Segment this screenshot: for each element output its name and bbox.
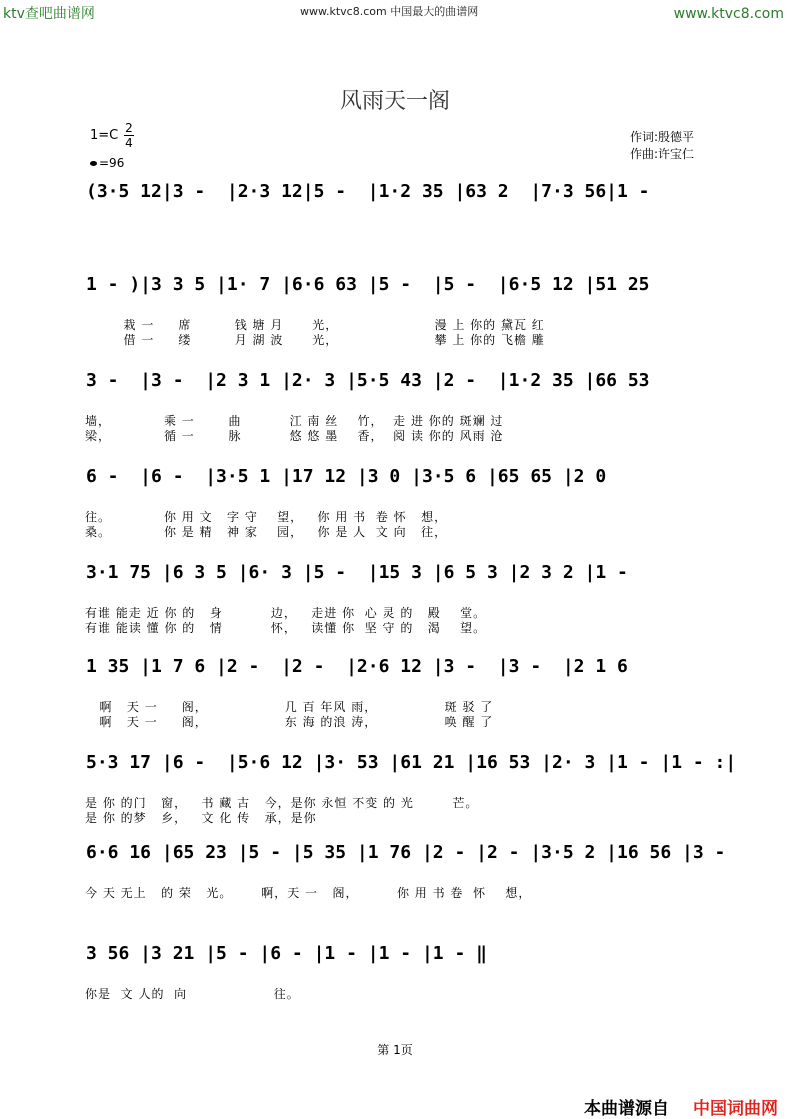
- lyric-line: 你是 文 人的 向 往。: [85, 987, 300, 1001]
- lyric-line: 桑。 你 是 精 神 家 园， 你 是 人 文 向 往，: [85, 525, 448, 539]
- score-line: [78, 175, 728, 211]
- composer-credit: 作曲:许宝仁: [630, 147, 695, 161]
- notation: 3 - |3 - |2 3 1 |2· 3 |5·5 43 |2 - |1·2 35 |66 53: [86, 370, 650, 391]
- footer-source: 本曲谱源自: [584, 1099, 669, 1119]
- lyric-line: 借 一 缕 月 湖 波 光， 攀 上 你的 飞檐 雕: [85, 333, 545, 347]
- lyric-line: 有谁 能走 近 你 的 身 边， 走进 你 心 灵 的 殿 堂。: [85, 606, 487, 620]
- score-line: [78, 836, 728, 872]
- key-signature: 1=C: [90, 128, 119, 143]
- score-line: [78, 746, 737, 782]
- time-top: 2: [125, 121, 133, 135]
- score-line: [78, 650, 728, 686]
- lyric-line: 往。 你 用 文 字 守 望， 你 用 书 卷 怀 想，: [85, 510, 448, 524]
- notation: 3 56 |3 21 |5 - |6 - |1 - |1 - |1 - ‖: [86, 943, 487, 964]
- lyricist-credit: 作词:殷德平: [630, 130, 695, 144]
- notation: 5·3 17 |6 - |5·6 12 |3· 53 |61 21 |16 53 |2· 3 |1 - |1 - :|: [86, 752, 737, 773]
- notation: (3·5 12|3 - |2·3 12|5 - |1·2 35 |63 2 |7·3 56|1 -: [86, 181, 650, 202]
- site-logo-left[interactable]: ktv查吧曲谱网: [3, 6, 95, 22]
- site-url-right[interactable]: www.ktvc8.com: [673, 6, 784, 22]
- lyric-line: 是 你 的门 窗， 书 藏 古 今，是你 永恒 不变 的 光 芒。: [85, 796, 479, 810]
- score-line: [78, 937, 728, 973]
- notation: 3·1 75 |6 3 5 |6· 3 |5 - |15 3 |6 5 3 |2 3 2 |1 -: [86, 562, 628, 583]
- song-title: 风雨天一阁: [339, 89, 450, 114]
- site-banner[interactable]: www.ktvc8.com 中国最大的曲谱网: [300, 5, 479, 18]
- notation: 1 35 |1 7 6 |2 - |2 - |2·6 12 |3 - |3 - |2 1 6: [86, 656, 628, 677]
- lyric-line: 今 天 无上 的 荣 光。 啊，天 一 阁， 你 用 书 卷 怀 想，: [85, 886, 532, 900]
- note-icon: [90, 161, 97, 166]
- tempo-mark: =96: [90, 156, 124, 170]
- lyric-line: 有谁 能读 懂 你 的 情 怀， 读懂 你 坚 守 的 渴 望。: [85, 621, 487, 635]
- score-line: [78, 364, 728, 400]
- lyric-line: 墙， 乘 一 曲 江 南 丝 竹， 走 进 你的 斑斓 过: [85, 414, 504, 428]
- notation: 6 - |6 - |3·5 1 |17 12 |3 0 |3·5 6 |65 65 |2 0: [86, 466, 607, 487]
- score-line: [78, 268, 728, 304]
- lyric-line: 栽 一 席 钱 塘 月 光， 漫 上 你的 黛瓦 红: [85, 318, 545, 332]
- footer-site[interactable]: 中国词曲网: [693, 1099, 778, 1119]
- score-line: [78, 460, 728, 496]
- page-number: 第 1页: [377, 1043, 413, 1057]
- lyric-line: 梁， 循 一 脉 悠 悠 墨 香， 阅 读 你的 风雨 沧: [85, 429, 504, 443]
- notation: 1 - )|3 3 5 |1· 7 |6·6 63 |5 - |5 - |6·5 12 |51 25: [86, 274, 650, 295]
- score-line: [78, 556, 728, 592]
- notation: 6·6 16 |65 23 |5 - |5 35 |1 76 |2 - |2 - |3·5 2 |16 56 |3 -: [86, 842, 726, 863]
- time-signature: [124, 121, 134, 150]
- time-bottom: 4: [125, 136, 133, 150]
- lyric-line: 啊 天 一 阁， 东 海 的浪 涛， 唤 醒 了: [85, 715, 494, 729]
- lyric-line: 啊 天 一 阁， 几 百 年风 雨， 斑 驳 了: [85, 700, 494, 714]
- lyric-line: 是 你 的梦 乡， 文 化 传 承，是你: [85, 811, 317, 825]
